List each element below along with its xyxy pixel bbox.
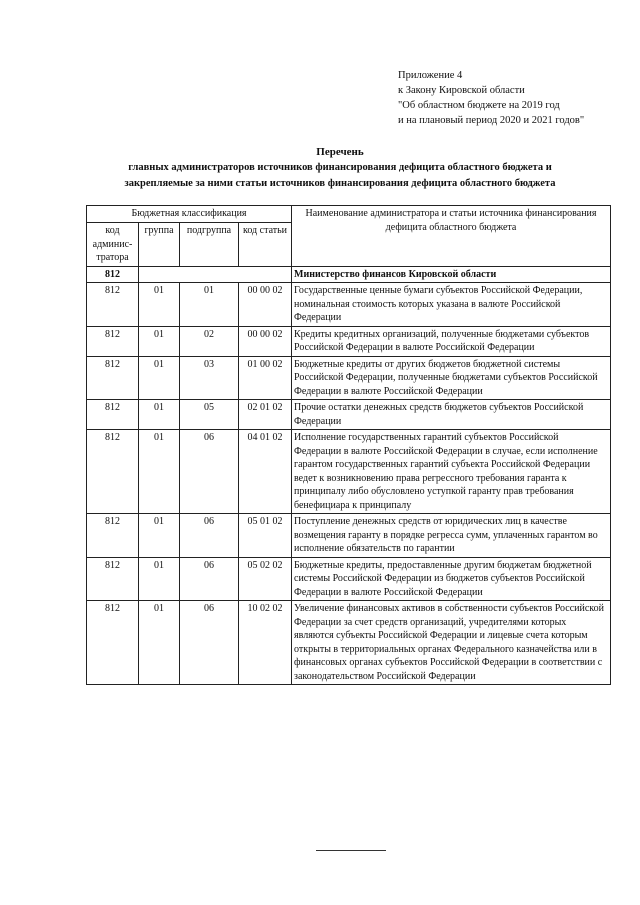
document-title [60,144,620,192]
article-code: 05 02 02 [239,557,292,601]
appendix-line: "Об областном бюджете на 2019 год [398,100,560,111]
article-code: 05 01 02 [239,514,292,558]
subgroup-code: 06 [180,430,239,514]
group-code: 01 [139,356,180,400]
group-code: 01 [139,326,180,356]
table-row [87,283,611,327]
header-admin-code: код админис-тратора [87,223,139,267]
header-group: группа [139,223,180,267]
appendix-line: и на плановый период 2020 и 2021 годов" [398,115,585,126]
source-name: Бюджетные кредиты от других бюджетов бюджетной системы Российской Федерации, полученные бюджетами субъектов Российской Федерации в валюте Российской Федерации [292,356,611,400]
admin-code: 812 [87,514,139,558]
admin-code: 812 [87,326,139,356]
article-code: 00 00 02 [239,326,292,356]
group-code: 01 [139,557,180,601]
group-code: 01 [139,514,180,558]
ministry-code: 812 [87,266,139,283]
subgroup-code: 06 [180,514,239,558]
header-name: Наименование администратора и статьи источника финансирования дефицита областного бюджета [292,206,611,267]
group-code: 01 [139,283,180,327]
subgroup-code: 01 [180,283,239,327]
article-code: 04 01 02 [239,430,292,514]
budget-table [86,205,611,685]
title-main: Перечень [316,146,364,158]
table-row [87,400,611,430]
admin-code: 812 [87,356,139,400]
subgroup-code: 05 [180,400,239,430]
article-code: 02 01 02 [239,400,292,430]
source-name: Государственные ценные бумаги субъектов Российской Федерации, номинальная стоимость которых указана в валюте Российской Федерации [292,283,611,327]
admin-code: 812 [87,601,139,685]
header-subgroup: подгруппа [180,223,239,267]
header-article-code: код статьи [239,223,292,267]
article-code: 00 00 02 [239,283,292,327]
source-name: Исполнение государственных гарантий субъектов Российской Федерации в валюте Российской Федерации в случае, если исполнение гарантом государственных гарантий субъекта Российской Федерации ведет к возникновению права регрессного требования гаранта к принципалу либо обусловлено уступкой гаранту прав требования бенефициара к принципалу [292,430,611,514]
source-name: Прочие остатки денежных средств бюджетов субъектов Российской Федерации [292,400,611,430]
subgroup-code: 03 [180,356,239,400]
admin-code: 812 [87,430,139,514]
table-row [87,430,611,514]
footer-divider [316,850,386,851]
group-code: 01 [139,430,180,514]
table-row [87,326,611,356]
title-line: закрепляемые за ними статьи источников финансирования дефицита областного бюджета [124,178,556,189]
article-code: 10 02 02 [239,601,292,685]
admin-code: 812 [87,283,139,327]
header-row [87,206,611,223]
admin-code: 812 [87,400,139,430]
admin-code: 812 [87,557,139,601]
group-code: 01 [139,601,180,685]
appendix-header [398,68,634,128]
source-name: Увеличение финансовых активов в собственности субъектов Российской Федерации за счет средств организаций, учредителями которых являются субъекты Российской Федерации и лицевые счета которым открыты в территориальных органах Федерального казначейства или в финансовых органах субъектов Российской Федерации в соответствии с законодательством Российской Федерации [292,601,611,685]
ministry-row [87,266,611,283]
source-name: Поступление денежных средств от юридических лиц в качестве возмещения гаранту в порядке регресса сумм, уплаченных гарантом во исполнение обязательств по гарантии [292,514,611,558]
subgroup-code: 02 [180,326,239,356]
table-row [87,557,611,601]
subgroup-code: 06 [180,557,239,601]
appendix-line: к Закону Кировской области [398,85,525,96]
table-row [87,514,611,558]
title-line: главных администраторов источников финансирования дефицита областного бюджета и [128,162,552,173]
table-row [87,356,611,400]
appendix-line: Приложение 4 [398,70,463,81]
source-name: Бюджетные кредиты, предоставленные другим бюджетам бюджетной системы Российской Федерации из бюджетов субъектов Российской Федерации в валюте Российской Федерации [292,557,611,601]
group-code: 01 [139,400,180,430]
ministry-name: Министерство финансов Кировской области [292,266,611,283]
header-budget-classification: Бюджетная классификация [87,206,292,223]
subgroup-code: 06 [180,601,239,685]
table-row [87,601,611,685]
article-code: 01 00 02 [239,356,292,400]
source-name: Кредиты кредитных организаций, полученные бюджетами субъектов Российской Федерации в валюте Российской Федерации [292,326,611,356]
ministry-spacer [139,266,292,283]
